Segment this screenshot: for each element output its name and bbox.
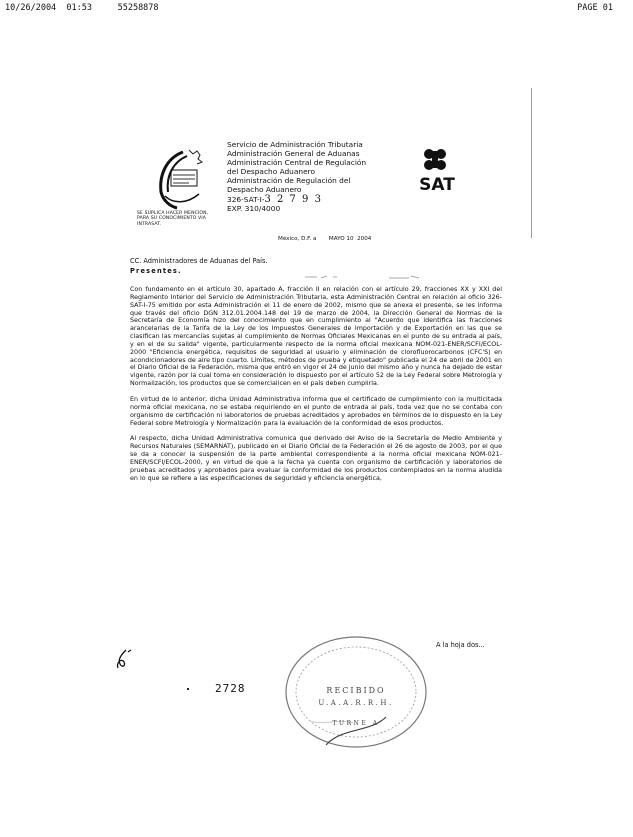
fax-datetime: 10/26/2004 01:53	[5, 3, 92, 13]
body-paragraph: En virtud de lo anterior, dicha Unidad Administrativa informa que el certificado de cumplimiento con la multicitada norma oficial mexicana, no se estaba requiriendo en el punto de entrada al país, toda vez que no se contaba con organismo de certificación ni laboratorios de pruebas acreditados y aprobados en términos de lo dispuesto en la Ley Federal sobre Metrología y Normalización para la evaluación de la conformidad de esos productos.	[130, 395, 502, 427]
stamp-turned: TURNE A	[332, 720, 380, 727]
expedient-number: EXP. 310/4000	[227, 203, 281, 213]
office-number-handwritten: 3 2 7 9 3	[264, 193, 323, 205]
sender-line: Servicio de Administración Tributaria	[227, 140, 363, 149]
sender-block	[227, 140, 387, 213]
body-paragraph: Al respecto, dicha Unidad Administrativa comunica que derivado del Aviso de la Secretaría de Medio Ambiente y Recursos Naturales (SEMARNAT), publicado en el Diario Oficial de la Federación el 26 de agosto de 2003, por el que se da a conocer la suspensión de la parte ambiental correspondiente a la norma oficial mexicana NOM-021-ENER/SCFI/ECOL-2000, y en virtud de que a la fecha ya cuenta con organismo de certificación y laboratorios de pruebas acreditados y aprobados para evaluar la conformidad de los productos contemplados en la norma aludida en lo que se refiere a las especificaciones de seguridad y eficiencia energética,	[130, 435, 502, 482]
stamp-unit: U.A.A.R.R.H.	[318, 699, 394, 707]
stamp-received: RECIBIDO	[326, 686, 386, 695]
fax-number: 55258878	[117, 3, 159, 13]
place-date: México, D.F. a MAYO 10 2004	[278, 236, 372, 242]
body-paragraph: Con fundamento en el artículo 30, apartado A, fracción II en relación con el artículo 29, fracciones XX y XXI del Reglamento Interior del Servicio de Administración Tributaria, esta Administración Central en relación al oficio 326-SAT-I-75 emitido por esta Administración el 11 de enero de 2002, mismo que se anexa el presente, se les informa que través del oficio DGN 312.01.2004.148 del 19 de marzo de 2004, la Dirección General de Normas de la Secretaría de Economía hizo del conocimiento que en cumplimiento al "Acuerdo que identifica las fracciones arancelarias de la Tarifa de la Ley de los Impuestos Generales de Importación y de Exportación en las que se clasifican las mercancías sujetas al cumplimiento de Normas Oficiales Mexicanas en el punto de su entrada al país, y en el de su salida" vigente, particularmente respecto de la norma oficial mexicana NOM-021-ENER/SCFI/ECOL-2000 "Eficiencia energética, requisitos de seguridad al usuario y eliminación de clorofluorocarbonos (CFC'S) en acondicionadores de aire tipo cuarto. Límites, métodos de prueba y etiquetado" publicada el 24 de abril de 2001 en el Diario Oficial de la Federación, misma que entró en vigor el 24 de junio del mismo año y nunca ha dejado de estar vigente, razón por la cual toma en consideración lo dispuesto por el artículo 52 de la Ley Federal sobre Metrología y Normalización, los productos que se comercialicen en el país deben cumplirla.	[130, 286, 502, 388]
fax-page-label: PAGE 01	[577, 3, 613, 13]
sat-logo-text: SAT	[419, 175, 455, 194]
seal-caption: SE SUPLICA HACER MENCION, PARA SU CONOCIMIENTO VIA INTRASAT.	[137, 211, 209, 227]
sender-line: Administración de Regulación del	[227, 176, 351, 186]
fax-header	[0, 3, 633, 15]
continues-note: A la hoja dos...	[436, 641, 485, 649]
sat-logo-icon	[408, 146, 466, 194]
sender-line: del Despacho Aduanero	[227, 167, 316, 177]
fax-datetime-number	[5, 3, 159, 13]
margin-rule	[531, 88, 532, 238]
sender-line: Administración Central de Regulación	[227, 158, 367, 168]
presentes-line: Presentes.	[130, 267, 182, 275]
addressee-line: CC. Administradores de Aduanas del País.	[130, 257, 268, 265]
sender-line: Despacho Aduanero	[227, 185, 302, 195]
office-number	[227, 195, 387, 204]
office-prefix: 326-SAT-I-	[227, 194, 265, 204]
sender-line: Administración General de Aduanas	[227, 149, 360, 159]
handwritten-mark-icon	[112, 648, 136, 670]
stray-dot	[187, 688, 189, 690]
page-number: 2728	[215, 682, 246, 695]
faint-stamp-mark	[303, 272, 425, 282]
government-seal-icon	[153, 148, 205, 210]
letter-body	[130, 286, 502, 490]
